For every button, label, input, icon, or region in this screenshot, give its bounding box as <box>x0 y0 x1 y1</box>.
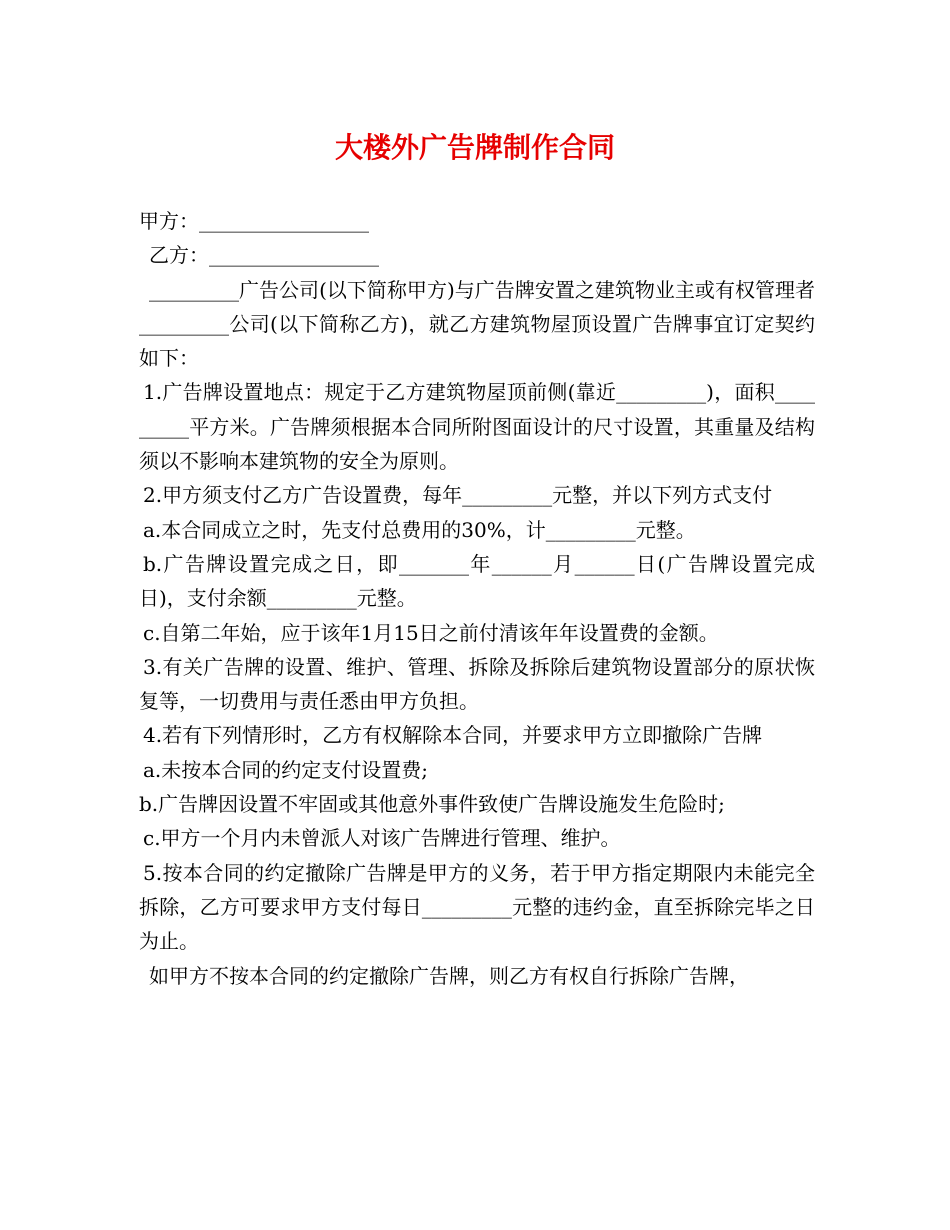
clause-3: 3.有关广告牌的设置、维护、管理、拆除及拆除后建筑物设置部分的原状恢复等，一切费用与责任悉由甲方负担。 <box>139 654 815 714</box>
clause-2: 2.甲方须支付乙方广告设置费，每年_________元整，并以下列方式支付 <box>143 483 773 508</box>
intro-paragraph: _________广告公司(以下简称甲方)与广告牌安置之建筑物业主或有权管理者_________公司(以下简称乙方)，就乙方建筑物屋顶设置广告牌事宜订定契约如下： <box>139 277 815 371</box>
clause-4-b: b.广告牌因设置不牢固或其他意外事件致使广告牌设施发生危险时; <box>139 792 725 817</box>
document-body <box>139 204 815 993</box>
clause-2-b: b.广告牌设置完成之日，即_______年______月______日(广告牌设置完成日)，支付余额_________元整。 <box>139 551 815 611</box>
party-b-line: 乙方：_________________ <box>149 243 379 268</box>
document-title: 大楼外广告牌制作合同 <box>334 131 615 164</box>
clause-5-continued: 如甲方不按本合同的约定撤除广告牌，则乙方有权自行拆除广告牌， <box>149 963 749 988</box>
clause-4-a: a.未按本合同的约定支付设置费; <box>143 757 429 782</box>
clause-1: 1.广告牌设置地点：规定于乙方建筑物屋顶前侧(靠近_________)，面积_________平方米。广告牌须根据本合同所附图面设计的尺寸设置，其重量及结构须以不影响本建筑物的安全为原则。 <box>139 380 815 474</box>
clause-4: 4.若有下列情形时，乙方有权解除本合同，并要求甲方立即撤除广告牌 <box>143 723 763 748</box>
party-a-line: 甲方：_________________ <box>139 209 369 233</box>
clause-4-c: c.甲方一个月内未曾派人对该广告牌进行管理、维护。 <box>143 826 621 851</box>
clause-5: 5.按本合同的约定撤除广告牌是甲方的义务，若于甲方指定期限内未能完全拆除，乙方可要求甲方支付每日_________元整的违约金，直至拆除完毕之日为止。 <box>139 860 815 954</box>
clause-2-a: a.本合同成立之时，先支付总费用的30%，计_________元整。 <box>143 517 696 542</box>
clause-2-c: c.自第二年始，应于该年1月15日之前付清该年年设置费的金额。 <box>143 620 719 645</box>
